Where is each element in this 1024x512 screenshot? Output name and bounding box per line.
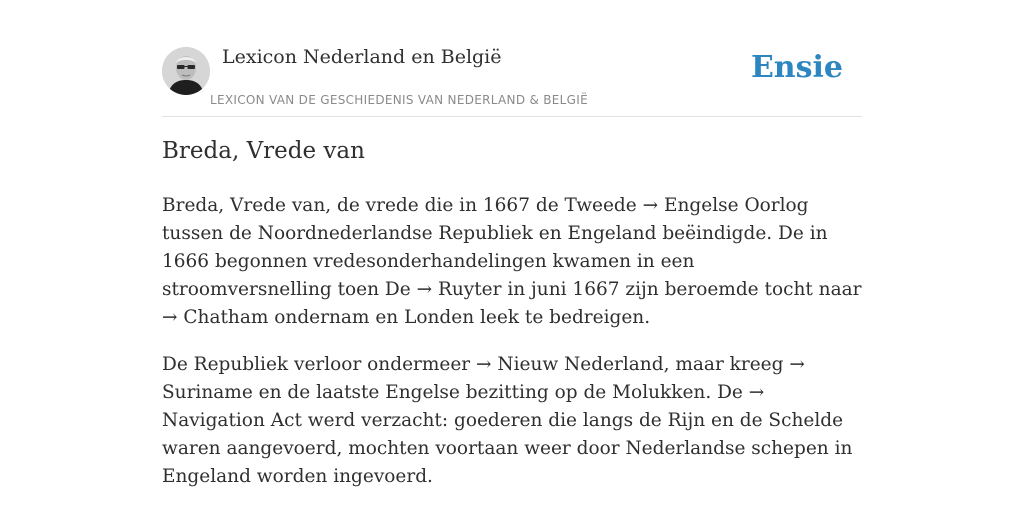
text-span: Breda, Vrede van, de vrede die in 1667 de Tweede (162, 195, 643, 216)
text-span: tussen de Noordnederlandse Republiek en Engeland beëindigde. De in 1666 begonnen vredesonderhandelingen kwamen in een stroomversnelling toen De (162, 223, 828, 300)
link-navigation-act[interactable]: → Navigation Act (162, 382, 765, 431)
article-title: Breda, Vrede van (162, 138, 365, 164)
ensie-logo[interactable]: Ensie (750, 50, 843, 85)
article-body (162, 192, 862, 510)
site-subtitle: LEXICON VAN DE GESCHIEDENIS VAN NEDERLAND & BELGIË (210, 93, 588, 107)
text-span: De Republiek verloor ondermeer (162, 354, 477, 375)
portrait-image (162, 47, 210, 95)
text-span: werd verzacht: goederen die langs de Rijn en de Schelde waren aangevoerd, mochten voortaan weer door Nederlandse schepen in Engeland worden ingevoerd. (162, 410, 853, 487)
text-span: ondernam en Londen leek te bedreigen. (268, 307, 651, 328)
site-header (162, 44, 862, 117)
site-title[interactable]: Lexicon Nederland en België (222, 46, 502, 68)
text-span: , maar kreeg (663, 354, 790, 375)
link-nieuw-nederland[interactable]: → Nieuw Nederland (476, 354, 664, 375)
paragraph-1 (162, 192, 862, 332)
text-span: en de laatste Engelse bezitting op de Molukken. De (252, 382, 749, 403)
link-chatham[interactable]: → Chatham (162, 307, 269, 328)
text-span: in juni 1667 zijn beroemde tocht naar (501, 279, 862, 300)
paragraph-2 (162, 351, 862, 491)
link-ruyter[interactable]: → Ruyter (416, 279, 502, 300)
link-suriname[interactable]: → Suriname (162, 354, 805, 403)
author-avatar[interactable] (162, 47, 210, 95)
link-engelse-oorlog[interactable]: → Engelse Oorlog (642, 195, 809, 216)
